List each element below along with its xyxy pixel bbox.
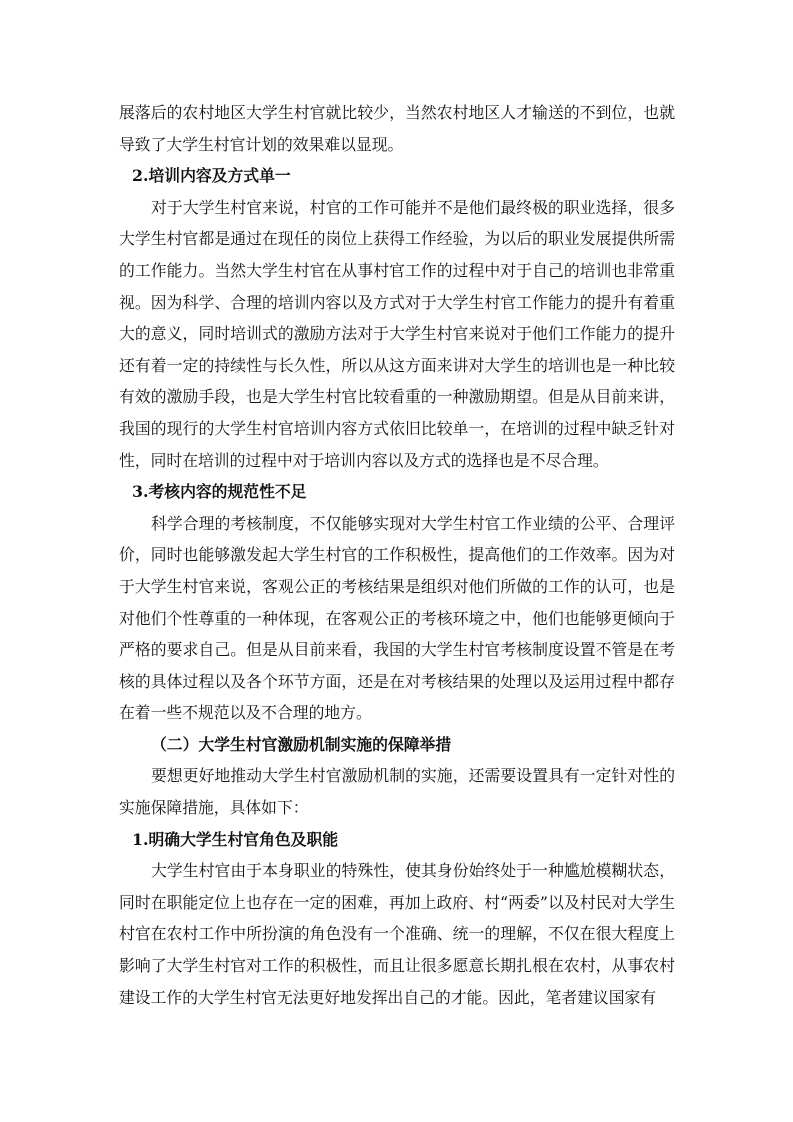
paragraph-training: 对于大学生村官来说，村官的工作可能并不是他们最终极的职业选择，很多大学生村官都是通过在现任的岗位上获得工作经验，为以后的职业发展提供所需的工作能力。当然大学生村官在从事村官工作的过程中对于自己的培训也非常重视。因为科学、合理的培训内容以及方式对于大学生村官工作能力的提升有着重大的意义，同时培训式的激励方法对于大学生村官来说对于他们工作能力的提升还有着一定的持续性与长久性，所以从这方面来讲对大学生的培训也是一种比较有效的激励手段，也是大学生村官比较看重的一种激励期望。但是从目前来讲，我国的现行的大学生村官培训内容方式依旧比较单一，在培训的过程中缺乏针对性，同时在培训的过程中对于培训内容以及方式的选择也是不尽合理。	[119, 197, 675, 470]
section-heading-roles: 1.明确大学生村官角色及职能	[132, 829, 339, 849]
paragraph-roles: 大学生村官由于本身职业的特殊性，使其身份始终处于一种尴尬模糊状态，同时在职能定位上也存在一定的困难，再加上政府、村“两委”以及村民对大学生村官在农村工作中所扮演的角色没有一个准确、统一的理解，不仅在很大程度上影响了大学生村官对工作的积极性，而且让很多愿意长期扎根在农村，从事农村建设工作的大学生村官无法更好地发挥出自己的才能。因此，笔者建议国家有	[119, 861, 675, 1007]
section-heading-safeguards: （二）大学生村官激励机制实施的保障举措	[151, 734, 452, 754]
paragraph-assessment: 科学合理的考核制度，不仅能够实现对大学生村官工作业绩的公平、合理评价，同时也能够激发起大学生村官的工作积极性，提高他们的工作效率。因为对于大学生村官来说，客观公正的考核结果是组织对他们所做的工作的认可，也是对他们个性尊重的一种体现，在客观公正的考核环境之中，他们也能够更倾向于严格的要求自己。但是从目前来看，我国的大学生村官考核制度设置不管是在考核的具体过程以及各个环节方面，还是在对考核结果的处理以及运用过程中都存在着一些不规范以及不合理的地方。	[119, 513, 675, 723]
paragraph-continuation: 展落后的农村地区大学生村官就比较少，当然农村地区人才输送的不到位，也就导致了大学生村官计划的效果难以显现。	[119, 103, 675, 154]
section-heading-training: 2.培训内容及方式单一	[132, 166, 291, 186]
paragraph-safeguards-intro: 要想更好地推动大学生村官激励机制的实施，还需要设置具有一定针对性的实施保障措施，具体如下：	[119, 766, 675, 818]
document-body	[119, 97, 675, 1013]
section-heading-assessment: 3.考核内容的规范性不足	[132, 482, 307, 502]
